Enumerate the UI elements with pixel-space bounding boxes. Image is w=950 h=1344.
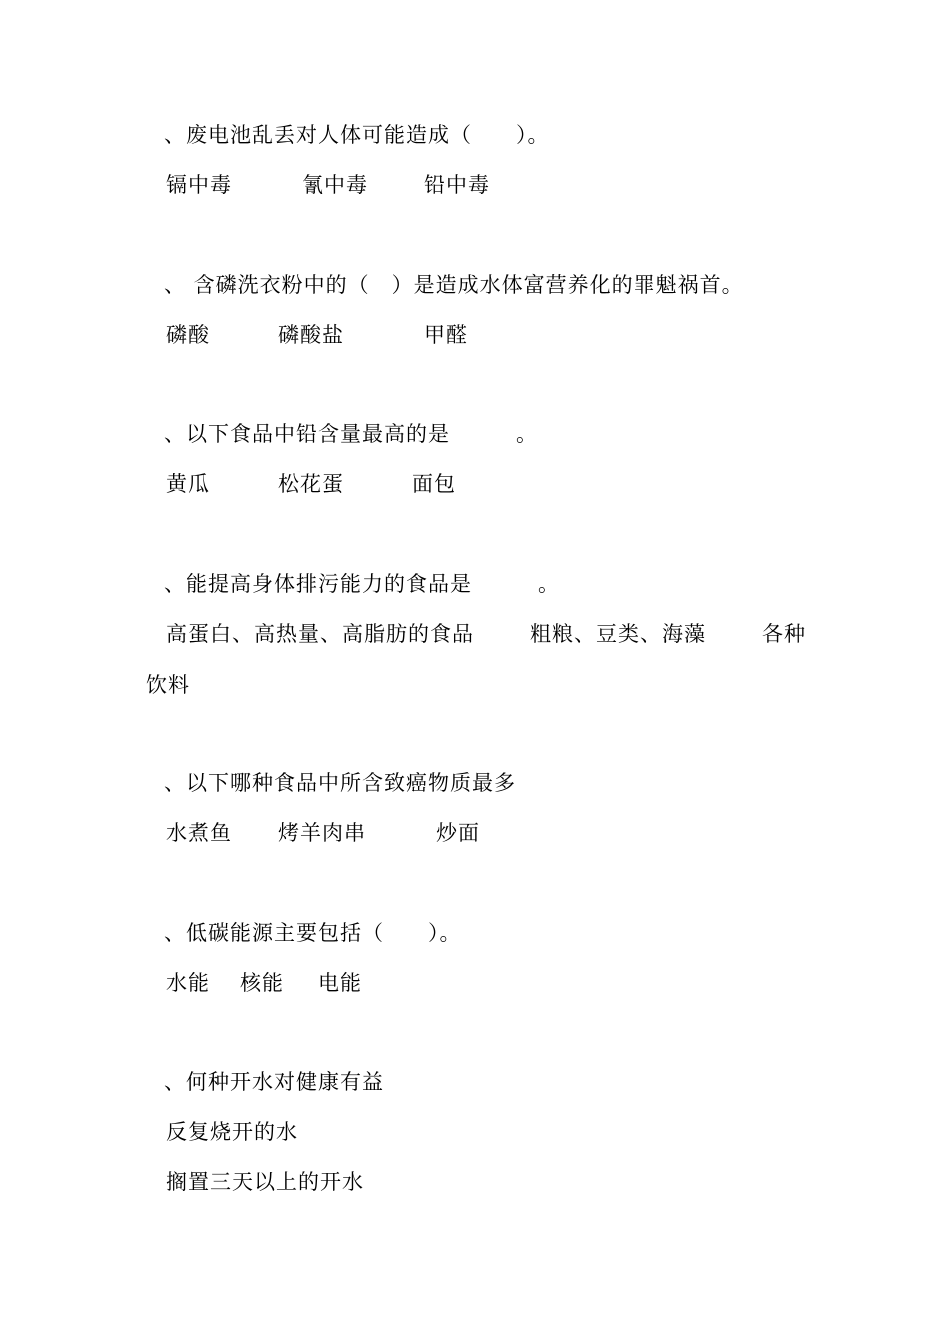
option-1a: 镉中毒 — [166, 173, 232, 197]
question-1-stem: 、废电池乱丢对人体可能造成（ ）。 — [164, 123, 550, 147]
option-2b: 磷酸盐 — [278, 323, 344, 347]
question-1-options — [166, 171, 490, 283]
option-4b: 粗粮、豆类、海藻 — [530, 622, 706, 646]
option-6c: 电能 — [318, 971, 362, 995]
option-1c: 铅中毒 — [424, 173, 490, 197]
option-5c: 炒面 — [436, 821, 480, 845]
option-2a: 磷酸 — [166, 323, 210, 347]
option-5a: 水煮鱼 — [166, 821, 232, 845]
option-4a: 高蛋白、高热量、高脂肪的食品 — [166, 622, 474, 646]
question-2-stem: 、 含磷洗衣粉中的（ ）是造成水体富营养化的罪魁祸首。 — [164, 273, 744, 297]
question-6-stem: 、低碳能源主要包括（ ）。 — [164, 921, 462, 945]
question-5-stem: 、以下哪种食品中所含致癌物质最多 — [164, 771, 516, 795]
option-7b: 搁置三天以上的开水 — [166, 1170, 364, 1194]
question-3-stem: 、以下食品中铅含量最高的是 。 — [164, 422, 538, 446]
option-6a: 水能 — [166, 971, 210, 995]
question-2-options — [166, 321, 468, 433]
option-2c: 甲醛 — [424, 323, 468, 347]
question-7-stem: 、何种开水对健康有益 — [164, 1070, 384, 1094]
question-4-stem: 、能提高身体排污能力的食品是 。 — [164, 572, 560, 596]
option-1b: 氰中毒 — [302, 173, 368, 197]
option-7a: 反复烧开的水 — [166, 1120, 298, 1144]
option-4c: 各种 — [762, 622, 806, 646]
option-3b: 松花蛋 — [278, 472, 344, 496]
question-5-options — [166, 819, 480, 931]
option-3c: 面包 — [412, 472, 456, 496]
question-3-options — [166, 470, 456, 582]
option-3a: 黄瓜 — [166, 472, 210, 496]
option-4c-continuation: 饮料 — [146, 673, 190, 697]
option-5b: 烤羊肉串 — [278, 821, 366, 845]
question-6-options — [166, 969, 362, 1081]
option-6b: 核能 — [240, 971, 284, 995]
